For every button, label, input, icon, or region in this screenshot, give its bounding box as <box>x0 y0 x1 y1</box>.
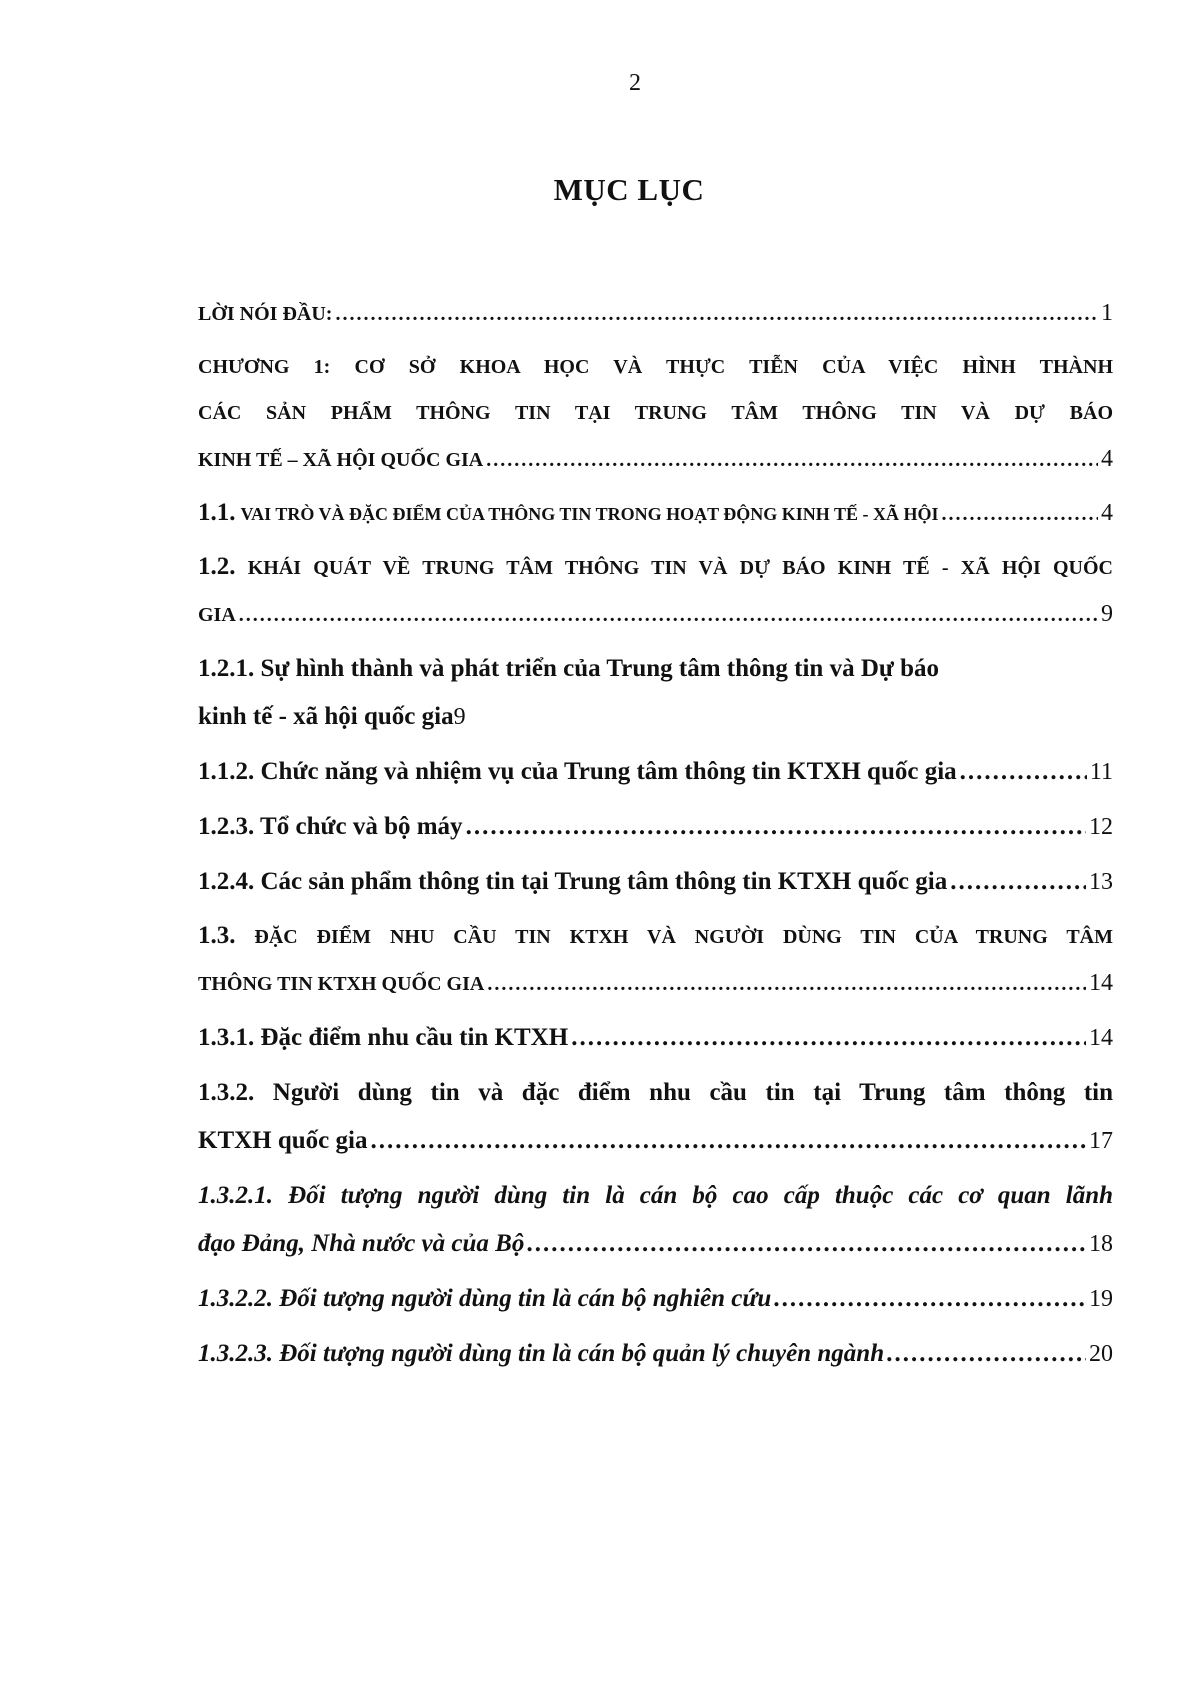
toc-page-number: 12 <box>1089 814 1113 840</box>
toc-entry-1-2-4[interactable] <box>198 858 1113 906</box>
toc-entry-title-line: KHÁI QUÁT VỀ TRUNG TÂM THÔNG TIN VÀ DỰ BÁO KINH TẾ - XÃ HỘI QUỐC <box>247 557 1114 579</box>
toc-entry-title: 1.3.2.3. Đối tượng người dùng tin là cán bộ quản lý chuyên ngành <box>198 1340 885 1367</box>
toc-entry-title-line: 1.3.2. Người dùng tin và đặc điểm nhu cầu tin tại Trung tâm thông tin <box>198 1079 1113 1106</box>
page-title: MỤC LỤC <box>553 172 705 207</box>
toc-entry-title: 1.3.1. Đặc điểm nhu cầu tin KTXH <box>198 1024 569 1051</box>
toc-page-number: 4 <box>1101 446 1113 472</box>
table-of-contents <box>198 290 1113 1385</box>
toc-entry-title: 1.2.4. Các sản phẩm thông tin tại Trung tâm thông tin KTXH quốc gia <box>198 868 948 895</box>
toc-entry-1-1[interactable] <box>198 490 1113 537</box>
toc-page-number: 14 <box>1089 1025 1113 1051</box>
toc-leader-dots <box>486 437 1098 483</box>
toc-entry-title-line: GIA <box>198 604 236 626</box>
toc-entry-title-line: ĐẶC ĐIỂM NHU CẦU TIN KTXH VÀ NGƯỜI DÙNG TIN CỦA TRUNG TÂM <box>254 926 1113 948</box>
toc-page-number: 4 <box>1101 500 1113 526</box>
toc-entry-chuong-1[interactable] <box>198 344 1113 483</box>
toc-entry-title-line: KTXH quốc gia <box>198 1127 368 1154</box>
toc-leader-dots <box>774 1275 1086 1323</box>
toc-page-number: 9 <box>1101 601 1113 627</box>
page-number: 2 <box>629 70 641 96</box>
toc-entry-title: 1.3.2.2. Đối tượng người dùng tin là cán bộ nghiên cứu <box>198 1285 772 1312</box>
toc-entry-1-3[interactable] <box>198 913 1113 1007</box>
toc-leader-dots <box>887 1330 1086 1378</box>
toc-leader-dots <box>950 858 1086 906</box>
toc-entry-1-1-2[interactable] <box>198 748 1113 796</box>
toc-leader-dots <box>571 1014 1086 1062</box>
toc-entry-title-line: 1.3.2.1. Đối tượng người dùng tin là cán bộ cao cấp thuộc các cơ quan lãnh <box>198 1182 1113 1209</box>
toc-entry-1-3-2-1[interactable] <box>198 1172 1113 1268</box>
toc-page-number: 13 <box>1089 869 1113 895</box>
toc-entry-1-3-1[interactable] <box>198 1014 1113 1062</box>
toc-entry-title-line: 1.2.1. Sự hình thành và phát triển của Trung tâm thông tin và Dự báo <box>198 655 940 682</box>
toc-page-number: 1 <box>1101 300 1113 326</box>
toc-page-number: 9 <box>453 704 466 730</box>
toc-entry-title-line: đạo Đảng, Nhà nước và của Bộ <box>198 1230 525 1257</box>
toc-page-number: 17 <box>1089 1128 1113 1154</box>
toc-entry-loi-noi-dau[interactable] <box>198 290 1113 337</box>
toc-leader-dots <box>527 1220 1086 1268</box>
toc-entry-1-2[interactable] <box>198 544 1113 638</box>
toc-entry-title-line: kinh tế - xã hội quốc gia <box>198 703 454 730</box>
toc-entry-title: LỜI NÓI ĐẦU: <box>198 303 333 325</box>
toc-page-number: 20 <box>1089 1341 1113 1367</box>
toc-section-number: 1.1. <box>198 499 236 526</box>
toc-section-number: 1.3. <box>198 922 236 949</box>
toc-page-number: 14 <box>1089 970 1113 996</box>
toc-leader-dots <box>370 1117 1086 1165</box>
toc-section-number: 1.2. <box>198 553 236 580</box>
toc-entry-1-2-1[interactable] <box>198 645 1113 741</box>
toc-entry-title: 1.1.2. Chức năng và nhiệm vụ của Trung tâm thông tin KTXH quốc gia <box>198 758 957 785</box>
toc-page-number: 19 <box>1089 1286 1113 1312</box>
toc-entry-1-3-2-2[interactable] <box>198 1275 1113 1323</box>
toc-leader-dots <box>487 961 1086 1007</box>
toc-entry-1-3-2[interactable] <box>198 1069 1113 1165</box>
toc-entry-title: VAI TRÒ VÀ ĐẶC ĐIỂM CỦA THÔNG TIN TRONG HOẠT ĐỘNG KINH TẾ - XÃ HỘI <box>240 504 939 524</box>
toc-page-number: 11 <box>1089 759 1113 785</box>
toc-leader-dots <box>335 291 1098 337</box>
toc-entry-title-line: THÔNG TIN KTXH QUỐC GIA <box>198 973 485 995</box>
toc-entry-title-line: CHƯƠNG 1: CƠ SỞ KHOA HỌC VÀ THỰC TIỄN CỦA VIỆC HÌNH THÀNH <box>198 356 1113 378</box>
toc-entry-1-3-2-3[interactable] <box>198 1330 1113 1378</box>
toc-entry-title-line: KINH TẾ – XÃ HỘI QUỐC GIA <box>198 449 484 471</box>
toc-leader-dots <box>960 748 1087 796</box>
toc-page-number: 18 <box>1089 1231 1113 1257</box>
toc-entry-1-2-3[interactable] <box>198 803 1113 851</box>
toc-leader-dots <box>466 803 1086 851</box>
toc-entry-title: 1.2.3. Tổ chức và bộ máy <box>198 813 463 840</box>
toc-entry-title-line: CÁC SẢN PHẨM THÔNG TIN TẠI TRUNG TÂM THÔNG TIN VÀ DỰ BÁO <box>198 402 1113 424</box>
toc-leader-dots <box>941 491 1098 537</box>
toc-leader-dots <box>239 592 1098 638</box>
